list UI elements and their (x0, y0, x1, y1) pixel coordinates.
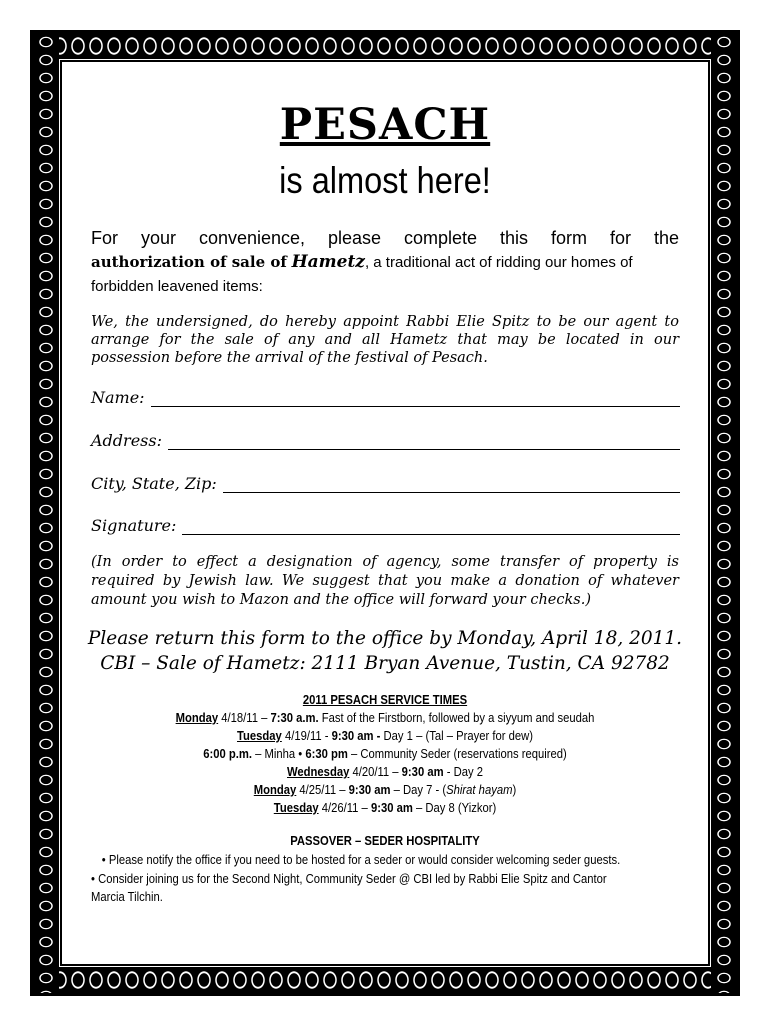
city-field[interactable] (91, 474, 680, 493)
intro-rest: , a traditional act of ridding our homes of (364, 254, 633, 271)
return-line-2 (0, 653, 770, 674)
border-bottom (33, 967, 737, 993)
schedule-row: 6:00 p.m. – Minha • 6:30 pm – Community Seder (reservations required) (203, 747, 567, 761)
appointment-part2: that may be located in our possession before the arrival of the festival of Pesach. (91, 332, 680, 366)
schedule-row: Monday 4/18/11 – 7:30 a.m. Fast of the Firstborn, followed by a siyyum and seudah (175, 711, 595, 725)
return-prefix: CBI – Sale of (100, 653, 221, 674)
intro-lead: For your convenience, please complete this form for the (91, 228, 679, 248)
signature-field[interactable] (91, 516, 680, 535)
city-line[interactable] (223, 478, 680, 493)
schedule-row: Tuesday 4/19/11 - 9:30 am - Day 1 – (Tal – Prayer for dew) (237, 729, 533, 743)
page-subtitle: is almost here! (279, 160, 491, 201)
address-line[interactable] (168, 435, 680, 450)
intro-line3: forbidden leavened items: (91, 278, 263, 295)
list-item: • Consider joining us for the Second Night, Community Seder @ CBI led by Rabbi Elie Spitz and Cantor (91, 871, 607, 886)
name-line[interactable] (151, 392, 680, 407)
signature-line[interactable] (182, 520, 680, 535)
border-top (33, 33, 737, 59)
schedule-row: Tuesday 4/26/11 – 9:30 am – Day 8 (Yizkor) (273, 801, 497, 815)
page-title: PESACH (279, 100, 491, 150)
return-hametz: Hametz (226, 653, 300, 674)
intro-bold-phrase: authorization of sale of (91, 253, 287, 271)
return-line-1: Please return this form to the office by Monday, April 18, 2011. (87, 628, 683, 649)
schedule-row: Monday 4/25/11 – 9:30 am – Day 7 - (Shirat hayam) (253, 783, 517, 797)
list-item: Marcia Tilchin. (91, 890, 163, 904)
appointment-part1: We, the undersigned, do hereby appoint Rabbi Elie Spitz to be our agent to arrange for the sale of any and all (91, 314, 679, 348)
city-label: City, State, Zip: (91, 474, 217, 493)
name-field[interactable] (91, 388, 680, 407)
hospitality-heading: PASSOVER – SEDER HOSPITALITY (290, 834, 480, 848)
appointment-paragraph (91, 313, 679, 367)
address-label: Address: (91, 431, 162, 450)
address-field[interactable] (91, 431, 680, 450)
return-address: : 2111 Bryan Avenue, Tustin, CA 92782 (299, 653, 670, 674)
name-label: Name: (91, 388, 145, 407)
agency-note: (In order to effect a designation of agency, some transfer of property is required by Jewish law. We suggest that you make a donation of whatever amount you wish to Mazon and the office will forward your checks.) (91, 554, 679, 608)
schedule (39, 691, 732, 817)
signature-label: Signature: (91, 516, 177, 535)
appointment-hametz: Hametz (390, 332, 448, 348)
hospitality-list (91, 851, 681, 907)
schedule-heading: 2011 PESACH SERVICE TIMES (302, 693, 468, 707)
intro-paragraph (91, 226, 679, 299)
intro-hametz: Hametz (291, 252, 365, 272)
schedule-row: Wednesday 4/20/11 – 9:30 am - Day 2 (287, 765, 483, 779)
list-item: • Please notify the office if you need to be hosted for a seder or would consider welcoming seder guests. (101, 853, 621, 867)
